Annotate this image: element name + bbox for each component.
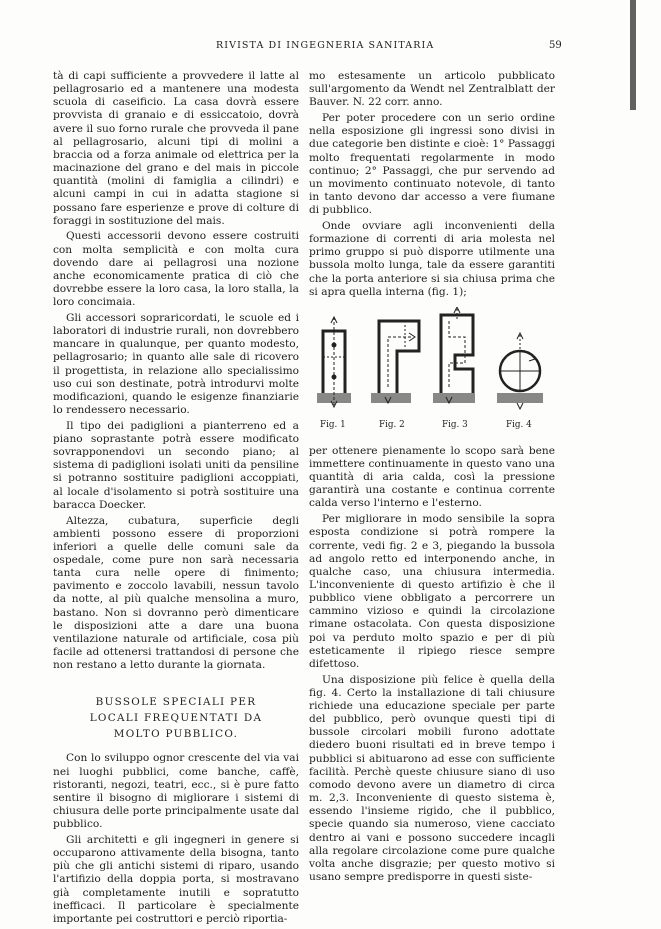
paragraph: Questi accessorii devono essere costruiti con molta semplicità e con molta cura dovendo dare ai pellagrosi una nozione anche economicamente pratica di ciò che dovrebbe essere la loro casa, la loro stalla, la loro concimaia. — [53, 230, 299, 309]
section-heading-line: BUSSOLE SPECIALI PER — [95, 696, 257, 709]
fig1-plan — [317, 317, 351, 407]
running-title: RIVISTA DI INGEGNERIA SANITARIA — [216, 40, 435, 51]
section-heading-line: MOLTO PUBBLICO. — [113, 728, 239, 741]
paragraph: Gli accessori sopraricordati, le scuole ed i laboratori di industrie rurali, non dovrebbero mancare in qualunque, per quanto modesto, pellagrosario; in quanto alle sale di ricovero il progettista, in relazione allo specialissimo uso cui son destinate, potrà introdurvi molte modificazioni, quando le esigenze finanziarie lo rendessero necessario. — [53, 312, 299, 417]
paragraph: Per poter procedere con un serio ordine nella esposizione gli ingressi sono divisi in due categorie ben distinte e cioè: 1° Passaggi molto frequentati regolarmente in modo continuo; 2° Passaggi, che pur servendo ad un movimento continuato notevole, di tanto in tanto devono dar accesso a vere fiumane di pubblico. — [309, 112, 555, 217]
section-heading — [53, 694, 299, 742]
figure-caption: Fig. 3 — [442, 419, 468, 430]
paragraph: tà di capi sufficiente a provvedere il latte al pellagrosario ed a mantenere una modesta scuola di caseificio. La casa dovrà essere provvista di granaio e di essiccatoio, dovrà avere il suo forno rurale che provveda il pane al pellagrosario, alcuni tipi di molini a braccia od a forza animale od elettrica per la macinazione del grano e del mais in piccole quantità (molini di famiglia a cilindri) e alcuni campi in cui in adatta stagione si possano fare esperienze e prove di colture di foraggi in sostituzione del mais. — [53, 70, 299, 227]
paragraph: Una disposizione più felice è quella della fig. 4. Certo la installazione di tali chiusure richiede una educazione speciale per parte del pubblico, però ovunque questi tipi di bussole circolari mobili furono adottate diedero buoni risultati ed in breve tempo i pubblici si abituarono ad esse con sufficiente facilità. Perchè queste chiusure siano di uso comodo devono avere un diametro di circa m. 2,3. Inconveniente di questo sistema è, essendo l'insieme rigido, che il pubblico, specie quando sia numeroso, viene cacciato dentro ai vani e possono succedere incagli alla regolare circolazione come pure qualche volta anche disgrazie; per questo motivo si usano sempre predisporre in questi siste- — [309, 673, 555, 884]
figure-caption: Fig. 1 — [320, 419, 346, 430]
paragraph: Gli architetti e gli ingegneri in genere si occuparono attivamente della bisogna, tanto più che gli antichi sistemi di riparo, usando l'artifizio della doppia porta, si mostravano già completamente inutili e sopratutto inefficaci. Il particolare è specialmente importante pei costruttori e perciò riportia- — [53, 833, 299, 925]
fig4-plan — [497, 333, 543, 409]
paragraph: Onde ovviare agli inconvenienti della formazione di correnti di aria molesta nel primo gruppo si può disporre utilmente una bussola molto lunga, tale da essere garantiti che la porta anteriore si sia chiusa prima che si apra quella interna (fig. 1); — [309, 219, 555, 298]
paragraph: mo estesamente un articolo pubblicato sull'argomento da Wendt nel Zentralblatt der Bauver. N. 22 corr. anno. — [309, 70, 555, 109]
right-column — [309, 70, 555, 887]
paragraph: Per migliorare in modo sensibile la sopra esposta condizione si potrà rompere la corrente, vedi fig. 2 e 3, piegando la bussola ad angolo retto ed interponendo anche, in qualche caso, una chiusura intermedia. L'inconveniente di questo artifizio è che il pubblico viene obbligato a percorrere un cammino vizioso e quindi la circolazione rimane ostacolata. Con questa disposizione poi va perduto molto spazio e per di più esteticamente il ripiego riesce sempre difettoso. — [309, 513, 555, 670]
vestibule-plans-diagram — [309, 307, 555, 417]
paragraph: Con lo sviluppo ognor crescente del via vai nei luoghi pubblici, come banche, caffè, ristoranti, negozi, teatri, ecc., si è pure fatto sentire il bisogno di migliorare i sistemi di chiusura delle porte principalmente usate dal pubblico. — [53, 752, 299, 831]
page-edge-mark — [630, 0, 636, 110]
revolving-door-figures — [309, 307, 555, 437]
page-number: 59 — [549, 40, 562, 51]
paragraph: Il tipo dei padiglioni a pianterreno ed a piano soprastante potrà essere modificato sovrapponendovi un secondo piano; al sistema di padiglioni isolati uniti da pensiline si potranno sostituire padiglioni accoppiati, al locale d'isolamento si potrà sostituire una baracca Doecker. — [53, 419, 299, 511]
fig2-plan — [371, 321, 419, 403]
figure-caption: Fig. 2 — [379, 419, 405, 430]
figure-caption: Fig. 4 — [506, 419, 532, 430]
paragraph: Altezza, cubatura, superficie degli ambienti possono essere di proporzioni inferiori a quelle delle comuni sale da ospedale, come pure non sarà necessaria tanta cura nelle opere di finimento; pavimento e zoccolo lavabili, nessun tavolo da notte, al più qualche mensolina a muro, bastano. Non si dovranno però dimenticare le disposizioni atte a dare una buona ventilazione naturale od artificiale, cosa più facile ad ottenersi trattandosi di persone che non restano a letto durante la giornata. — [53, 514, 299, 672]
left-column — [53, 70, 299, 929]
page-header — [0, 40, 661, 56]
fig3-plan — [433, 307, 475, 403]
paragraph: per ottenere pienamente lo scopo sarà bene immettere continuamente in questo vano una quantità di aria calda, così la pressione garantirà una costante e continua corrente calda verso l'interno e l'esterno. — [309, 444, 555, 510]
section-heading-line: LOCALI FREQUENTATI DA — [89, 712, 263, 725]
